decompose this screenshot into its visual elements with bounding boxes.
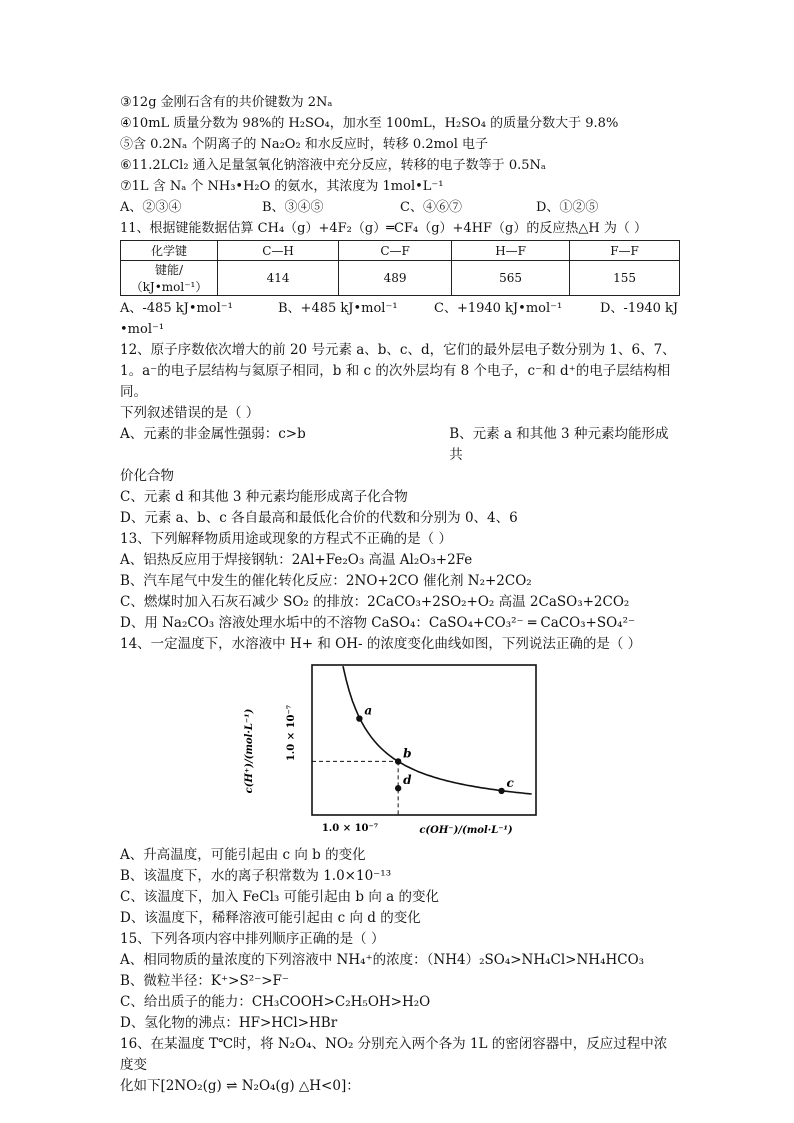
y-axis-label: c(H⁺)/(mol·L⁻¹) [244,708,255,794]
table-cell: 414 [218,261,339,296]
point-c [498,788,504,794]
point-d [395,785,401,791]
q12-option-a[interactable]: A、元素的非金属性强弱：c>b [120,426,306,442]
q11-stem: 11、根据键能数据估算 CH₄（g）+4F₂（g）═CF₄（g）+4HF（g）的反应热△H 为（ ） [120,221,647,236]
q12-option-c[interactable]: C、元素 d 和其他 3 种元素均能形成离子化合物 [120,489,408,505]
chart-svg [244,661,546,841]
q14-option-b[interactable]: B、该温度下，水的离子积常数为 1.0×10⁻¹³ [120,868,392,884]
q13-stem: 13、下列解释物质用途或现象的方程式不正确的是（ ） [120,531,452,547]
q12-stem-1: 12、原子序数依次增大的前 20 号元素 a、b、c、d，它们的最外层电子数分别为 1、6、7、 [120,342,676,358]
table-header-cell: F—F [570,241,680,261]
q11-option-d-tail: •mol⁻¹ [120,322,165,337]
q11-option-a[interactable]: A、-485 kJ•mol⁻¹ [120,301,233,316]
q12-stem-2: 1。a⁻的电子层结构与氦原子相同，b 和 c 的次外层均有 8 个电子，c⁻和 d⁺的电子层结构相同。 [120,363,671,400]
q15-stem: 15、下列各项内容中排列顺序正确的是（ ） [120,931,385,947]
bond-energy-table [120,240,680,296]
point-label-a: a [364,703,373,718]
statement-7: ⑦1L 含 Nₐ 个 NH₃•H₂O 的氨水，其浓度为 1mol•L⁻¹ [120,179,444,194]
ion-product-curve [343,666,532,794]
q10-option-d[interactable]: D、①②⑤ [536,200,599,215]
q12-stem-3: 下列叙述错误的是（ ） [120,405,260,421]
statement-3: ③12g 金刚石含有的共价键数为 2Nₐ [120,95,333,110]
point-label-b: b [403,746,412,761]
table-cell: 489 [339,261,452,296]
statement-5: ⑤含 0.2Nₐ 个阴离子的 Na₂O₂ 和水反应时，转移 0.2mol 电子 [120,137,489,152]
q16-stem-2: 化如下[2NO₂(g) ⇌ N₂O₄(g) △H<0]： [120,1078,360,1094]
q11-option-b[interactable]: B、+485 kJ•mol⁻¹ [278,301,398,316]
q15-option-b[interactable]: B、微粒半径：K⁺>S²⁻>F⁻ [120,973,290,989]
q14-option-a[interactable]: A、升高温度，可能引起由 c 向 b 的变化 [120,847,366,863]
q16-stem-1: 16、在某温度 T℃时，将 N₂O₄、NO₂ 分别充入两个各为 1L 的密闭容器中，反应过程中浓度变 [120,1036,668,1073]
table-cell: 155 [570,261,680,296]
q13-option-a[interactable]: A、铝热反应用于焊接钢轨：2Al+Fe₂O₃ 高温 Al₂O₃+2Fe [120,552,473,568]
x-tick-label: 1.0 × 10⁻⁷ [321,823,379,834]
q14-option-d[interactable]: D、该温度下，稀释溶液可能引起由 c 向 d 的变化 [120,910,421,926]
q13-option-c[interactable]: C、燃煤时加入石灰石减少 SO₂ 的排放：2CaCO₃+2SO₂+O₂ 高温 2CaSO₃+2CO₂ [120,594,630,610]
table-cell: 565 [452,261,570,296]
point-b [395,758,401,764]
q15-option-d[interactable]: D、氢化物的沸点：HF>HCl>HBr [120,1015,338,1031]
point-a [356,715,362,721]
points-layer [356,704,514,795]
table-header-row [121,241,680,261]
q10-option-b[interactable]: B、③④⑤ [262,200,324,215]
x-axis-label: c(OH⁻)/(mol·L⁻¹) [419,825,513,836]
exam-page [120,92,680,1097]
q11-options [120,298,680,319]
table-header-cell: C—H [218,241,339,261]
point-label-c: c [506,775,514,790]
table-row [121,261,680,296]
q12-option-b[interactable]: B、元素 a 和其他 3 种元素均能形成共 [449,426,669,463]
y-tick-label: 1.0 × 10⁻⁷ [286,704,297,762]
q11-option-d[interactable]: D、-1940 kJ [600,301,679,316]
point-label-d: d [403,773,412,788]
table-row-label: 键能/（kJ•mol⁻¹） [121,261,218,296]
q14-option-c[interactable]: C、该温度下，加入 FeCl₃ 可能引起由 b 向 a 的变化 [120,889,439,905]
table-header-cell: 化学键 [121,241,218,261]
statement-6: ⑥11.2LCl₂ 通入足量氢氧化钠溶液中充分反应，转移的电子数等于 0.5Nₐ [120,158,546,173]
q12-option-b-cont: 价化合物 [120,468,174,484]
q15-option-c[interactable]: C、给出质子的能力：CH₃COOH>C₂H₅OH>H₂O [120,994,431,1010]
q11-option-c[interactable]: C、+1940 kJ•mol⁻¹ [434,301,563,316]
q13-option-d[interactable]: D、用 Na₂CO₃ 溶液处理水垢中的不溶物 CaSO₄：CaSO₄+CO₃²⁻ ═ CaCO₃+SO₄²⁻ [120,615,636,631]
q10-option-c[interactable]: C、④⑥⑦ [400,200,462,215]
water-ion-product-chart [244,661,546,841]
q12-option-d[interactable]: D、元素 a、b、c 各自最高和最低化合价的代数和分别为 0、4、6 [120,510,518,526]
q10-options [120,197,680,218]
q15-option-a[interactable]: A、相同物质的量浓度的下列溶液中 NH₄⁺的浓度：（NH4）₂SO₄>NH₄Cl>NH₄HCO₃ [120,952,645,968]
table-header-cell: C—F [339,241,452,261]
q12-options-ab [120,424,680,466]
q14-stem: 14、一定温度下，水溶液中 H+ 和 OH- 的浓度变化曲线如图，下列说法正确的是（ ） [120,636,642,652]
table-header-cell: H—F [452,241,570,261]
q10-option-a[interactable]: A、②③④ [120,200,182,215]
q13-option-b[interactable]: B、汽车尾气中发生的催化转化反应：2NO+2CO 催化剂 N₂+2CO₂ [120,573,532,589]
statement-4: ④10mL 质量分数为 98%的 H₂SO₄，加水至 100mL，H₂SO₄ 的质量分数大于 9.8% [120,116,619,131]
